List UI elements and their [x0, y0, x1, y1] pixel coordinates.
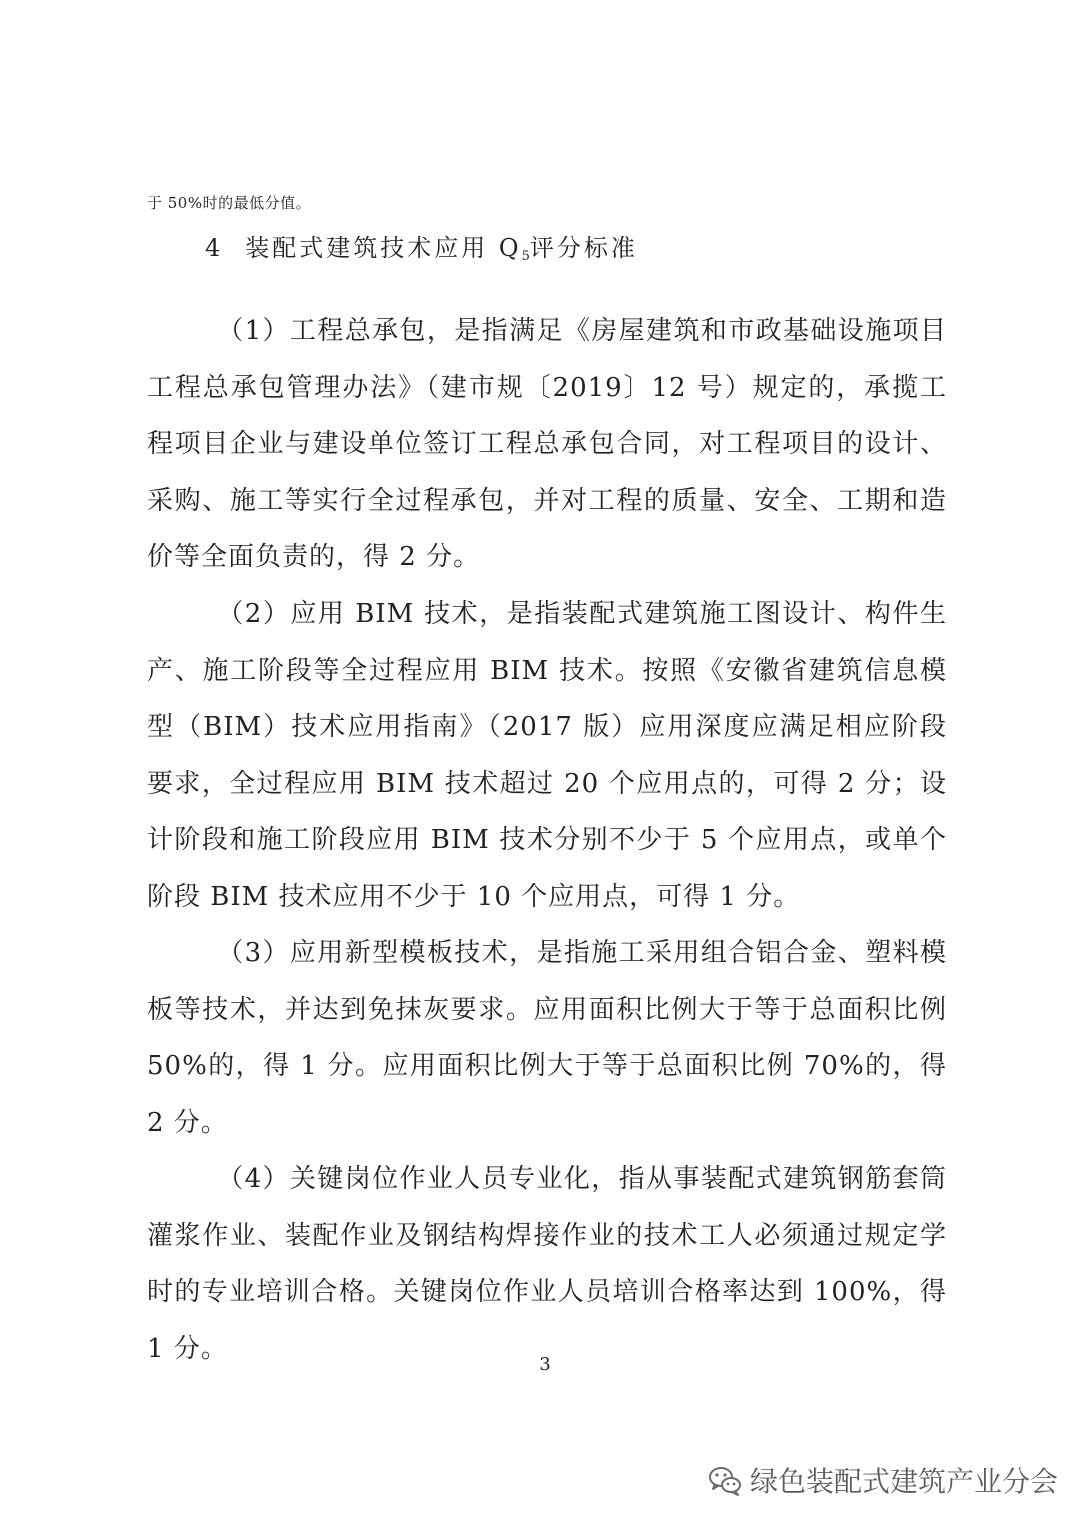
paragraph-1: （1）工程总承包，是指满足《房屋建筑和市政基础设施项目工程总承包管理办法》（建市规〔2019〕12 号）规定的，承揽工程项目企业与建设单位签订工程总承包合同，对工程项目的设计、采购、施工等实行全过程承包，并对工程的质量、安全、工期和造价等全面负责的，得 2 分。 — [147, 316, 947, 573]
paragraph-2: （2）应用 BIM 技术，是指装配式建筑施工图设计、构件生产、施工阶段等全过程应用 BIM 技术。按照《安徽省建筑信息模型（BIM）技术应用指南》（2017 版）应用深度应满足相应阶段要求，全过程应用 BIM 技术超过 20 个应用点的，可得 2 分；设计阶段和施工阶段应用 BIM 技术分别不少于 5 个应用点，或单个阶段 BIM 技术应用不少于 10 个应用点，可得 1 分。 — [147, 599, 947, 912]
paragraph-3: （3）应用新型模板技术，是指施工采用组合铝合金、塑料模板等技术，并达到免抹灰要求。应用面积比例大于等于总面积比例 50%的，得 1 分。应用面积比例大于等于总面积比例 70%的，得 2 分。 — [147, 938, 947, 1138]
section-title-suffix: 评分标准 — [529, 234, 638, 262]
watermark — [708, 1460, 1058, 1500]
section-number: 4 — [205, 234, 224, 262]
carryover-line: 于 50%时的最低分值。 — [147, 194, 312, 212]
section-title-prefix: 装配式建筑技术应用 Q — [245, 234, 522, 262]
section-heading — [205, 228, 638, 277]
paragraph-4: （4）关键岗位作业人员专业化，指从事装配式建筑钢筋套筒灌浆作业、装配作业及钢结构焊接作业的技术工人必须通过规定学时的专业培训合格。关键岗位作业人员培训合格率达到 100%，得 1 分。 — [147, 1164, 947, 1364]
section-title-subscript: 5 — [521, 249, 530, 264]
watermark-text: 绿色装配式建筑产业分会 — [750, 1465, 1059, 1498]
wechat-icon — [708, 1463, 742, 1497]
page-number: 3 — [539, 1354, 551, 1375]
